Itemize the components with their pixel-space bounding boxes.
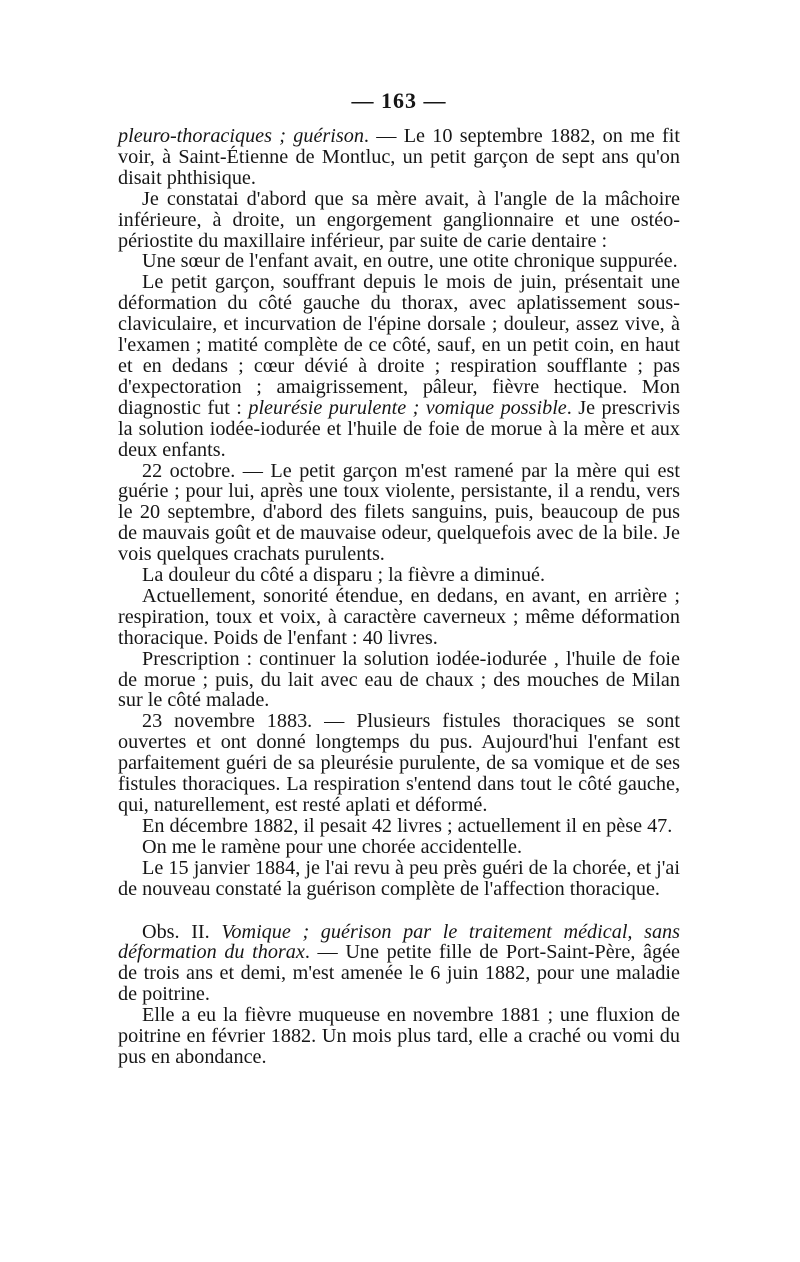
book-page	[118, 88, 680, 1068]
paragraph-mother-exam	[118, 189, 680, 252]
paragraph-sister-otitis	[118, 251, 680, 272]
paragraph-boy-diagnosis	[118, 272, 680, 460]
paragraph-text: 22 octobre. — Le petit garçon m'est ramené par la mère qui est guérie ; pour lui, après une toux violente, persistante, il a rendu, vers le 20 septembre, d'abord des filets sanguins, puis, beaucoup de pus de mauvais goût et de mauvaise odeur, quelquefois avec de la bile. Je vois quelques crachats purulents.	[118, 459, 680, 566]
paragraph-text: Actuellement, sonorité étendue, en dedans, en avant, en arrière ; respiration, toux et voix, à caractère caverneux ; même déformation thoracique. Poids de l'enfant : 40 livres.	[118, 584, 680, 649]
page-number-value: 163	[381, 88, 417, 113]
italic-observation-title: Vomique ; guérison par le traitement médical, sans déformation du thorax	[118, 920, 680, 964]
paragraph-observation-2	[118, 922, 680, 1006]
observation-label: Obs. II.	[142, 920, 222, 943]
paragraph-october-22	[118, 461, 680, 566]
paragraph-november-23	[118, 711, 680, 816]
paragraph-current-state	[118, 586, 680, 649]
paragraph-text: . — Une petite fille de Port-Saint-Père, âgée de trois ans et demi, m'est amenée le 6 juin 1882, pour une maladie de poitrine.	[118, 941, 680, 1006]
paragraph-text: . Je prescrivis la solution iodée-iodurée et l'huile de foie de morue à la mère et aux deux enfants.	[118, 396, 680, 461]
paragraph-text: Le petit garçon, souffrant depuis le mois de juin, présentait une déformation du côté gauche du thorax, avec aplatissement sous-claviculaire, et incurvation de l'épine dorsale ; douleur, assez vive, à l'examen ; matité complète de ce côté, sauf, en un petit coin, en haut et en dedans ; cœur dévié à droite ; respiration soufflante ; pas d'expectoration ; amaigrissement, pâleur, fièvre hectique. Mon diagnostic fut :	[118, 271, 680, 419]
paragraph-january-15	[118, 858, 680, 900]
paragraph-text: Je constatai d'abord que sa mère avait, à l'angle de la mâchoire inférieure, à droite, un engorgement ganglionnaire et une ostéo-périostite du maxillaire inférieur, par suite de carie dentaire :	[118, 187, 680, 252]
paragraph-case-intro	[118, 126, 680, 189]
paragraph-weight	[118, 816, 680, 837]
paragraph-text: Une sœur de l'enfant avait, en outre, une otite chronique suppurée.	[142, 250, 678, 273]
paragraph-text: On me le ramène pour une chorée accidentelle.	[142, 835, 523, 858]
page-number-prefix: —	[351, 88, 381, 113]
page-number-suffix: —	[417, 88, 447, 113]
page-number	[118, 88, 680, 114]
paragraph-text: 23 novembre 1883. — Plusieurs fistules thoraciques se sont ouvertes et ont donné longtemps du pus. Aujourd'hui l'enfant est parfaitement guéri de sa pleurésie purulente, de sa vomique et de ses fistules thoraciques. La respiration s'entend dans tout le côté gauche, qui, naturellement, est resté aplati et déformé.	[118, 710, 680, 816]
italic-case-title: pleuro-thoraciques ; guérison	[118, 125, 364, 147]
paragraph-text: Le 15 janvier 1884, je l'ai revu à peu près guéri de la chorée, et j'ai de nouveau constaté la guérison complète de l'affection thoracique.	[118, 856, 680, 900]
italic-diagnosis: pleurésie purulente ; vomique possible	[248, 396, 567, 419]
paragraph-chorea	[118, 837, 680, 858]
paragraph-text: La douleur du côté a disparu ; la fièvre a diminué.	[142, 564, 546, 587]
paragraph-pain-gone	[118, 565, 680, 586]
paragraph-text: En décembre 1882, il pesait 42 livres ; actuellement il en pèse 47.	[142, 814, 673, 837]
paragraph-text: Prescription : continuer la solution iodée-iodurée , l'huile de foie de morue ; puis, du lait avec eau de chaux ; des mouches de Milan sur le côté malade.	[118, 647, 680, 712]
paragraph-text: . — Le 10 septembre 1882, on me fit voir, à Saint-Étienne de Montluc, un petit garçon de sept ans qu'on disait phthisique.	[118, 125, 680, 189]
paragraph-fever-history	[118, 1005, 680, 1068]
paragraph-prescription	[118, 649, 680, 712]
paragraph-text: Elle a eu la fièvre muqueuse en novembre 1881 ; une fluxion de poitrine en février 1882. Un mois plus tard, elle a craché ou vomi du pus en abondance.	[118, 1004, 680, 1068]
